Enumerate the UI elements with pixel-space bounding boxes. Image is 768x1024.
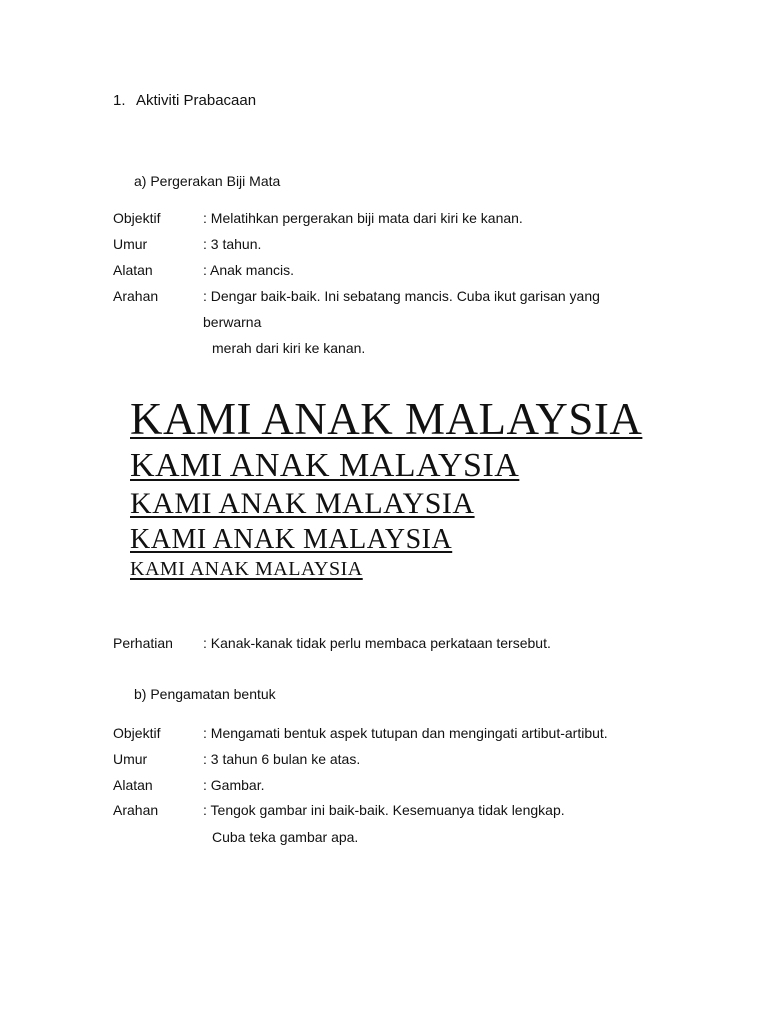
row-value: : Kanak-kanak tidak perlu membaca perkataan tersebut.: [203, 635, 551, 651]
row-label: Umur: [113, 236, 148, 252]
row-label: Arahan: [113, 802, 159, 818]
row-label: Objektif: [113, 725, 161, 741]
row-value: : Dengar baik-baik. Ini sebatang mancis. Cuba ikut garisan yang: [203, 288, 600, 304]
eye-tracking-text-line: KAMI ANAK MALAYSIA: [130, 394, 643, 444]
eye-tracking-text-line: KAMI ANAK MALAYSIA: [130, 524, 453, 555]
section-number: 1.: [113, 92, 126, 109]
row-label: Umur: [113, 751, 148, 767]
arahan-continuation: berwarna: [203, 314, 262, 330]
row-value: : Gambar.: [203, 777, 265, 793]
subsection-a-title: a) Pergerakan Biji Mata: [134, 173, 281, 189]
row-value: : Mengamati bentuk aspek tutupan dan mengingati artibut-artibut.: [203, 725, 608, 741]
row-label: Alatan: [113, 262, 153, 278]
row-value: : Tengok gambar ini baik-baik. Kesemuanya tidak lengkap.: [203, 802, 565, 818]
arahan-continuation: Cuba teka gambar apa.: [212, 829, 359, 845]
arahan-continuation: merah dari kiri ke kanan.: [212, 340, 366, 356]
row-label: Perhatian: [113, 635, 173, 651]
row-value: : 3 tahun.: [203, 236, 262, 252]
subsection-b-title: b) Pengamatan bentuk: [134, 686, 276, 702]
eye-tracking-text-line: KAMI ANAK MALAYSIA: [130, 447, 520, 484]
row-value: : Anak mancis.: [203, 262, 295, 278]
section-title: Aktiviti Prabacaan: [136, 92, 257, 109]
row-label: Objektif: [113, 210, 161, 226]
row-value: : 3 tahun 6 bulan ke atas.: [203, 751, 361, 767]
section-heading: [113, 92, 256, 109]
row-value: : Melatihkan pergerakan biji mata dari kiri ke kanan.: [203, 210, 523, 226]
eye-tracking-text-line: KAMI ANAK MALAYSIA: [130, 558, 363, 580]
eye-tracking-text-line: KAMI ANAK MALAYSIA: [130, 487, 475, 520]
row-label: Alatan: [113, 777, 153, 793]
row-label: Arahan: [113, 288, 159, 304]
